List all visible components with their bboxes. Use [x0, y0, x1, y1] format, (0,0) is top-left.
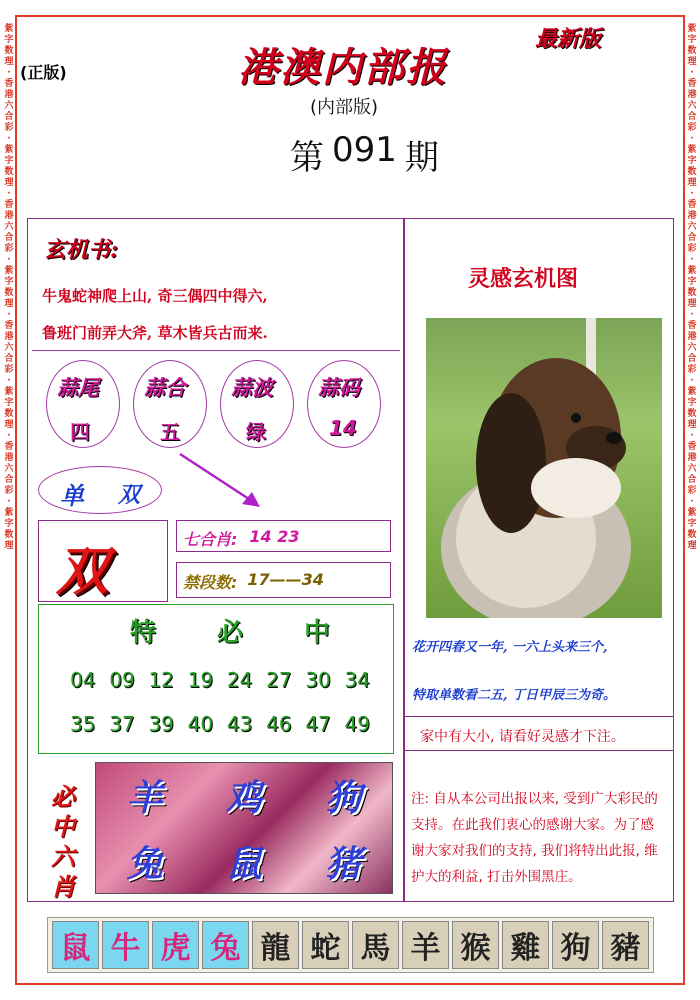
must-zodiac-grid [95, 762, 393, 894]
special-number: 27 [266, 668, 292, 692]
special-row-2 [70, 712, 370, 736]
odd-label: 单 [60, 482, 84, 510]
divider [404, 716, 674, 717]
special-number: 24 [226, 668, 253, 692]
poem-line-1: 花开四春又一年, 一六上头来三个, [412, 640, 608, 655]
zodiac-cell-rooster: 雞 [502, 921, 549, 969]
oval-wave-label: 蒜波 [231, 376, 273, 400]
issue-suffix: 期 [404, 138, 439, 178]
special-number: 39 [148, 712, 174, 736]
zodiac-cell-monkey: 猴 [452, 921, 499, 969]
oval-tail-label: 蒜尾 [57, 376, 99, 400]
dog-photo [426, 318, 662, 618]
special-number: 47 [305, 712, 331, 736]
oval-combo-value: 五 [160, 420, 180, 444]
oval-wave-value: 绿 [246, 420, 266, 444]
zodiac-animal: 兔 [126, 843, 163, 885]
page-title: 港澳内部报 [238, 44, 448, 91]
zodiac-cell-pig: 豬 [602, 921, 649, 969]
must-zodiac-label: 必中六肖 [51, 783, 75, 901]
special-number: 35 [70, 712, 96, 736]
oval-code-label: 蒜码 [318, 376, 360, 400]
riddle-heading: 玄机书: [44, 237, 119, 263]
zodiac-animal: 鼠 [225, 843, 262, 885]
note-line: 家中有大小, 请看好灵感才下注。 [420, 729, 625, 745]
zodiac-cell-horse: 馬 [352, 921, 399, 969]
seven-head-row [183, 527, 300, 550]
photo-title: 灵感玄机图 [468, 266, 579, 292]
zodiac-animal: 鸡 [225, 777, 262, 819]
seven-head-label: 七合肖: [183, 530, 238, 549]
special-heading [130, 612, 330, 649]
special-heading-3: 中 [303, 618, 330, 648]
poem-line-2: 特取单数看二五, 丁日甲辰三为奇。 [412, 688, 617, 703]
zodiac-cell-tiger: 虎 [152, 921, 199, 969]
special-number: 37 [109, 712, 135, 736]
special-number: 34 [344, 668, 370, 692]
range-label: 禁段数: [183, 573, 238, 592]
seven-head-value: 14 23 [249, 527, 300, 546]
subtitle: (内部版) [310, 97, 379, 118]
riddle-line-2: 鲁班门前弄大斧, 草木皆兵古而来. [42, 324, 268, 342]
divider [32, 350, 400, 351]
odd-even-oval [38, 466, 162, 514]
zodiac-cell-dragon: 龍 [252, 921, 299, 969]
zodiac-animal: 羊 [126, 777, 163, 819]
result-value: 双 [56, 542, 109, 602]
zodiac-cell-goat: 羊 [402, 921, 449, 969]
edition-label: (正版) [20, 63, 67, 82]
special-number: 04 [70, 668, 96, 692]
issue-prefix: 第 [290, 138, 324, 178]
special-heading-2: 必 [216, 618, 243, 648]
special-number: 12 [148, 668, 174, 692]
dog-illustration [426, 318, 662, 618]
even-label: 双 [118, 483, 141, 508]
special-row-1 [70, 668, 370, 692]
special-heading-1: 特 [130, 618, 157, 648]
arrow-icon [170, 446, 270, 516]
newest-badge: 最新版 [535, 26, 602, 52]
zodiac-animal: 猪 [325, 843, 362, 885]
issue-value: 091 [332, 130, 397, 170]
zodiac-cell-rabbit: 兔 [202, 921, 249, 969]
special-number: 09 [109, 668, 135, 692]
special-number: 46 [266, 712, 292, 736]
zodiac-cell-snake: 蛇 [302, 921, 349, 969]
oval-code-value: 14 [329, 416, 357, 440]
oval-tail-value: 四 [70, 420, 90, 444]
right-side-text: 紫字数理·香港六合彩·紫字数理·香港六合彩·紫字数理·香港六合彩·紫字数理·香港六合彩·紫字数理 [687, 24, 697, 551]
left-side-text: 紫字数理·香港六合彩·紫字数理·香港六合彩·紫字数理·香港六合彩·紫字数理·香港六合彩·紫字数理 [4, 24, 14, 551]
special-number: 40 [187, 712, 214, 736]
range-row [183, 570, 324, 593]
special-number: 30 [305, 668, 331, 692]
zodiac-cell-ox: 牛 [102, 921, 149, 969]
zodiac-animal: 狗 [325, 777, 362, 819]
range-value: 17——34 [247, 570, 324, 589]
zodiac-cell-rat: 鼠 [52, 921, 99, 969]
special-number: 49 [344, 712, 370, 736]
special-number: 43 [226, 712, 253, 736]
notice-text: 注: 自从本公司出报以来, 受到广大彩民的支持。在此我们衷心的感谢大家。为了感谢大家对我们的支持, 我们将特出此报, 维护大的利益, 打击外围黑庄。 [411, 791, 658, 885]
divider [404, 750, 674, 751]
riddle-line-1: 牛鬼蛇神爬上山, 奇三偶四中得六, [42, 287, 268, 305]
special-number: 19 [187, 668, 214, 692]
oval-combo-label: 蒜合 [144, 376, 186, 400]
zodiac-cell-dog: 狗 [552, 921, 599, 969]
issue-number [290, 130, 439, 179]
